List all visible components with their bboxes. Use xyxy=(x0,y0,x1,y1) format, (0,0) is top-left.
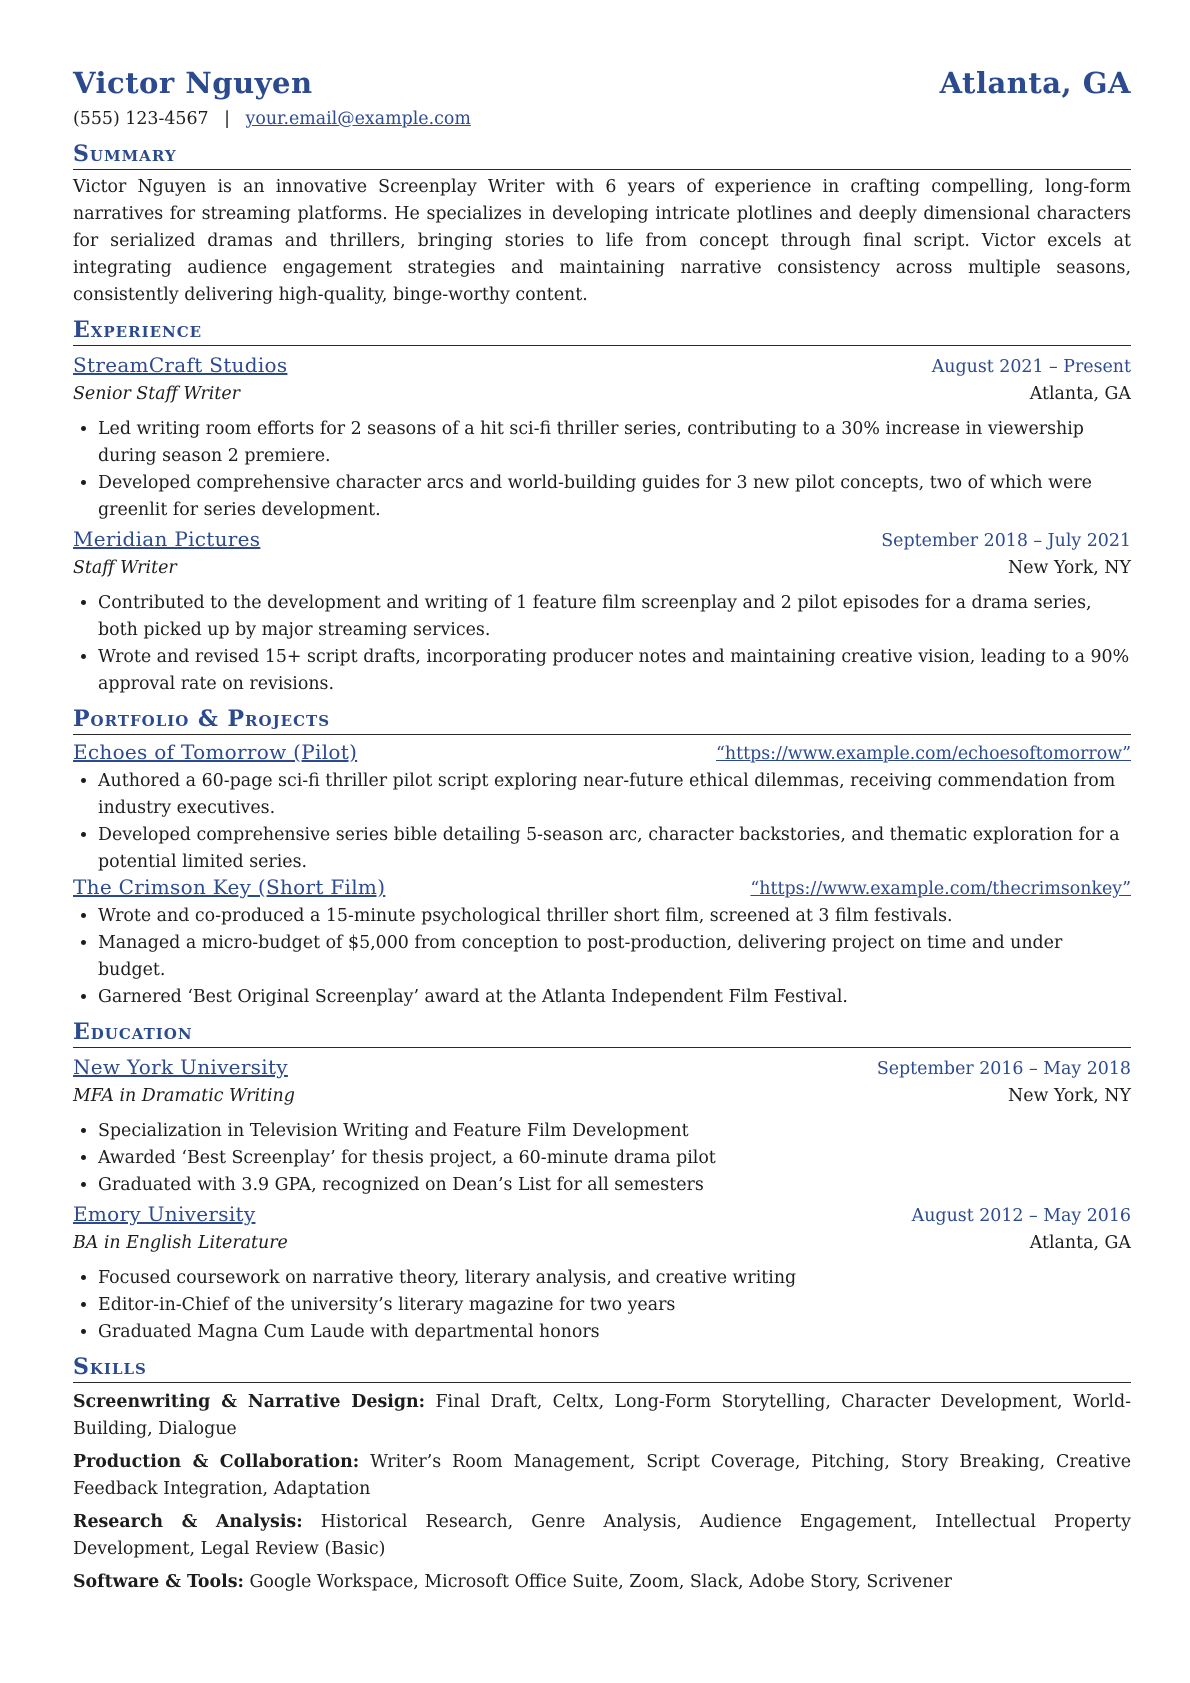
bullet-item: • Editor-in-Chief of the university’s literary magazine for two years xyxy=(98,1292,1131,1319)
section-title-summary: Summary xyxy=(73,141,1131,170)
project-url-link[interactable]: “https://www.example.com/echoesoftomorrow” xyxy=(716,744,1131,764)
bullet-item: • Developed comprehensive series bible detailing 5-season arc, character backstories, and thematic exploration for a potential limited series. xyxy=(98,822,1131,876)
education-entry xyxy=(73,1199,1131,1346)
section-title-education: Education xyxy=(73,1019,1131,1048)
project-entry xyxy=(73,737,1131,876)
email-link[interactable]: your.email@example.com xyxy=(245,109,471,129)
bullet-item: • Focused coursework on narrative theory, literary analysis, and creative writing xyxy=(98,1265,1131,1292)
job-location: New York, NY xyxy=(1008,558,1131,578)
school-link[interactable]: New York University xyxy=(73,1055,288,1079)
employment-dates: September 2018 – July 2021 xyxy=(881,531,1131,551)
school-link[interactable]: Emory University xyxy=(73,1202,256,1226)
bullet-item: • Specialization in Television Writing and Feature Film Development xyxy=(98,1118,1131,1145)
project-title-link[interactable]: The Crimson Key (Short Film) xyxy=(73,875,386,899)
degree: BA in English Literature xyxy=(73,1233,288,1253)
degree: MFA in Dramatic Writing xyxy=(73,1086,295,1106)
skill-category: Screenwriting & Narrative Design: xyxy=(73,1392,426,1412)
bullet-item: • Awarded ‘Best Screenplay’ for thesis project, a 60-minute drama pilot xyxy=(98,1145,1131,1172)
skill-list: Google Workspace, Microsoft Office Suite, Zoom, Slack, Adobe Story, Scrivener xyxy=(249,1572,952,1592)
bullet-item: • Garnered ‘Best Original Screenplay’ award at the Atlanta Independent Film Festival. xyxy=(98,984,1131,1011)
experience-entry xyxy=(73,350,1131,524)
bullet-list xyxy=(73,768,1131,876)
project-title-link[interactable]: Echoes of Tomorrow (Pilot) xyxy=(73,740,358,764)
project-entry xyxy=(73,872,1131,1011)
bullet-list xyxy=(73,1265,1131,1346)
bullet-item: • Wrote and revised 15+ script drafts, incorporating producer notes and maintaining creative vision, leading to a 90% approval rate on revisions. xyxy=(98,644,1131,698)
resume-page xyxy=(73,62,1131,1596)
employer-link[interactable]: Meridian Pictures xyxy=(73,527,261,551)
phone-number: (555) 123-4567 xyxy=(73,109,209,129)
bullet-list xyxy=(73,416,1131,524)
school-location: New York, NY xyxy=(1008,1086,1131,1106)
employment-dates: August 2021 – Present xyxy=(931,357,1131,377)
bullet-item: • Graduated Magna Cum Laude with departmental honors xyxy=(98,1319,1131,1346)
bullet-list xyxy=(73,1118,1131,1199)
bullet-item: • Developed comprehensive character arcs and world-building guides for 3 new pilot concepts, two of which were greenlit for series development. xyxy=(98,470,1131,524)
job-title: Senior Staff Writer xyxy=(73,384,240,404)
bullet-item: • Managed a micro-budget of $5,000 from conception to post-production, delivering project on time and under budget. xyxy=(98,930,1131,984)
bullet-item: • Graduated with 3.9 GPA, recognized on Dean’s List for all semesters xyxy=(98,1172,1131,1199)
section-title-skills: Skills xyxy=(73,1354,1131,1383)
experience-entry xyxy=(73,524,1131,698)
bullet-item: • Authored a 60-page sci-fi thriller pilot script exploring near-future ethical dilemmas, receiving commendation from industry executives. xyxy=(98,768,1131,822)
education-dates: September 2016 – May 2018 xyxy=(876,1059,1131,1079)
summary-text: Victor Nguyen is an innovative Screenplay Writer with 6 years of experience in crafting compelling, long-form narratives for streaming platforms. He specializes in developing intricate plotlines and deeply dimensional characters for serialized dramas and thrillers, bringing stories to life from concept through final script. Victor excels at integrating audience engagement strategies and maintaining narrative consistency across multiple seasons, consistently delivering high-quality, binge-worthy content. xyxy=(73,177,1131,305)
candidate-location: Atlanta, GA xyxy=(939,66,1131,100)
contact-line xyxy=(73,106,1131,133)
section-title-projects: Portfolio & Projects xyxy=(73,706,1131,735)
bullet-item: • Wrote and co-produced a 15-minute psychological thriller short film, screened at 3 film festivals. xyxy=(98,903,1131,930)
bullet-list xyxy=(73,590,1131,698)
skill-line xyxy=(73,1569,1131,1596)
job-title: Staff Writer xyxy=(73,558,177,578)
skill-list: Final Draft, Celtx, Long-Form Storytelling, Character Development, World-Building, Dialogue xyxy=(73,1392,1132,1439)
skill-category: Production & Collaboration: xyxy=(73,1452,360,1472)
bullet-item: • Led writing room efforts for 2 seasons of a hit sci-fi thriller series, contributing to a 30% increase in viewership during season 2 premiere. xyxy=(98,416,1131,470)
project-url-link[interactable]: “https://www.example.com/thecrimsonkey” xyxy=(750,879,1131,899)
skill-category: Research & Analysis: xyxy=(73,1512,303,1532)
skill-list: Historical Research, Genre Analysis, Audience Engagement, Intellectual Property Development, Legal Review (Basic) xyxy=(73,1512,1131,1559)
employer-link[interactable]: StreamCraft Studios xyxy=(73,353,288,377)
skill-category: Software & Tools: xyxy=(73,1572,244,1592)
education-entry xyxy=(73,1052,1131,1199)
resume-header xyxy=(73,62,1131,104)
bullet-list xyxy=(73,903,1131,1011)
candidate-name: Victor Nguyen xyxy=(73,66,313,100)
skill-line xyxy=(73,1449,1131,1503)
job-location: Atlanta, GA xyxy=(1029,384,1131,404)
school-location: Atlanta, GA xyxy=(1029,1233,1131,1253)
skill-line xyxy=(73,1389,1131,1443)
contact-separator: | xyxy=(224,109,231,129)
skill-line xyxy=(73,1509,1131,1563)
bullet-item: • Contributed to the development and writing of 1 feature film screenplay and 2 pilot episodes for a drama series, both picked up by major streaming services. xyxy=(98,590,1131,644)
section-title-experience: Experience xyxy=(73,317,1131,346)
education-dates: August 2012 – May 2016 xyxy=(911,1206,1131,1226)
skill-list: Writer’s Room Management, Script Coverage, Pitching, Story Breaking, Creative Feedback Integration, Adaptation xyxy=(73,1452,1132,1499)
